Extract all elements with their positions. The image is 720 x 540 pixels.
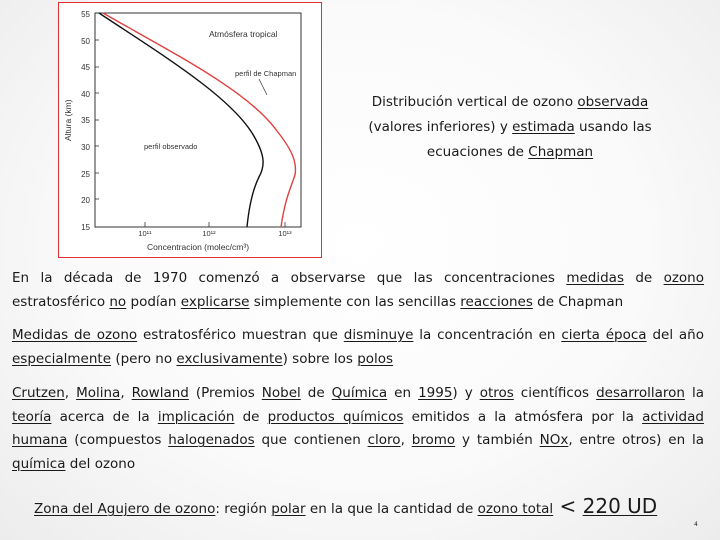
y-tick-label: 55 xyxy=(81,10,90,19)
text: estratosférico muestran que xyxy=(137,327,344,343)
link[interactable]: no xyxy=(109,293,127,310)
link[interactable]: cloro xyxy=(367,432,401,448)
text: que contienen xyxy=(254,432,368,448)
text: , entre otros) en la xyxy=(568,432,704,448)
x-tick-label: 10¹¹ xyxy=(138,229,152,238)
caption-text: (valores inferiores) y xyxy=(368,119,513,135)
caption-text: Distribución vertical de ozono xyxy=(371,94,578,110)
paragraph-scientists xyxy=(12,382,704,476)
link[interactable]: 1995 xyxy=(418,385,453,401)
x-axis-ticks xyxy=(138,229,292,238)
y-tick-label: 25 xyxy=(81,170,90,179)
text: emitidos a la atmósfera por la xyxy=(403,408,643,425)
text: la xyxy=(684,385,704,401)
x-tick-label: 10¹³ xyxy=(278,229,292,238)
y-tick-label: 50 xyxy=(81,37,90,46)
text: ) y xyxy=(452,385,480,401)
link[interactable]: química xyxy=(12,455,66,472)
link[interactable]: cierta época xyxy=(561,327,647,343)
chapman-label: perfil de Chapman xyxy=(235,69,297,78)
link[interactable]: explicarse xyxy=(180,293,250,310)
page-number: 4 xyxy=(694,521,698,528)
link[interactable]: disminuye xyxy=(343,327,414,343)
text: simplemente con las sencillas xyxy=(249,293,461,310)
link[interactable]: Nobel xyxy=(261,385,301,401)
y-tick-label: 40 xyxy=(81,90,90,99)
plot-frame xyxy=(95,13,301,227)
ozone-profile-figure xyxy=(58,2,322,258)
link[interactable]: Zona del Agujero de ozono xyxy=(34,501,216,517)
text: (compuestos xyxy=(67,432,169,448)
y-tick-label: 45 xyxy=(81,63,90,72)
text: , xyxy=(120,385,132,401)
text: en la que la cantidad de xyxy=(305,501,478,517)
caption-text: usando las xyxy=(574,119,652,135)
link[interactable]: productos químicos xyxy=(267,408,404,425)
caption-text: ecuaciones de xyxy=(426,144,529,160)
text: acerca de la xyxy=(51,408,158,425)
link[interactable]: polar xyxy=(271,501,306,517)
link[interactable]: Química xyxy=(331,385,388,401)
y-tick-label: 15 xyxy=(81,223,90,232)
tropical-label: Atmósfera tropical xyxy=(209,29,278,39)
caption-link[interactable]: estimada xyxy=(512,119,575,135)
text: científicos xyxy=(513,385,597,401)
text: en xyxy=(387,385,419,401)
paragraph-measurements xyxy=(12,324,704,371)
ozone-profile-chart xyxy=(59,3,321,257)
chapman-pointer xyxy=(259,79,267,95)
text: podían xyxy=(126,293,181,310)
y-tick-label: 20 xyxy=(81,196,90,205)
link[interactable]: otros xyxy=(479,385,514,401)
link[interactable]: exclusivamente xyxy=(176,350,283,367)
link[interactable]: ozono total xyxy=(477,501,554,517)
link[interactable]: Molina xyxy=(76,385,121,401)
observed-curve xyxy=(99,13,263,227)
text: , xyxy=(400,432,412,448)
text: del año xyxy=(646,327,704,343)
text: (Premios xyxy=(188,385,262,401)
text: < xyxy=(553,494,583,518)
link[interactable]: teoría xyxy=(12,408,52,425)
link[interactable]: medidas xyxy=(566,270,624,286)
link[interactable]: halogenados xyxy=(168,432,255,448)
link[interactable]: polos xyxy=(357,350,394,367)
text: de xyxy=(300,385,332,401)
text: la concentración en xyxy=(413,327,562,343)
link[interactable]: Rowland xyxy=(131,385,189,401)
caption-link[interactable]: observada xyxy=(577,94,649,110)
link[interactable]: Crutzen xyxy=(12,385,65,401)
text: de Chapman xyxy=(532,293,624,310)
text: de xyxy=(623,270,664,286)
link[interactable]: desarrollaron xyxy=(596,385,685,401)
text: y también xyxy=(455,432,540,448)
text: : región xyxy=(215,501,272,517)
link[interactable]: reacciones xyxy=(460,293,533,310)
text: de xyxy=(234,408,268,425)
y-axis-ticks xyxy=(81,10,90,232)
threshold-value[interactable]: 220 UD xyxy=(582,494,658,518)
paragraph-1970s xyxy=(12,267,704,314)
link[interactable]: ozono xyxy=(663,270,704,286)
link[interactable]: implicación xyxy=(157,408,235,425)
link[interactable]: bromo xyxy=(411,432,456,448)
figure-caption xyxy=(345,90,675,165)
text: En la década de 1970 comenzó a observarse que las concentraciones xyxy=(12,270,567,286)
text: , xyxy=(64,385,77,401)
x-tick-label: 10¹² xyxy=(202,229,216,238)
y-tick-label: 35 xyxy=(81,116,90,125)
text: (pero no xyxy=(111,350,177,367)
link[interactable]: especialmente xyxy=(12,350,112,367)
y-axis-label: Altura (km) xyxy=(63,99,73,141)
link[interactable]: Medidas de ozono xyxy=(12,327,138,343)
link[interactable]: NOx xyxy=(539,432,569,448)
text: estratosférico xyxy=(12,293,110,310)
link[interactable]: actividad humana xyxy=(12,408,704,448)
observed-label: perfil observado xyxy=(144,142,198,151)
x-axis-label: Concentracion (molec/cm³) xyxy=(147,242,250,252)
y-tick-label: 30 xyxy=(81,143,90,152)
ozone-hole-definition xyxy=(34,494,657,518)
caption-link[interactable]: Chapman xyxy=(528,144,594,160)
text: del ozono xyxy=(65,455,136,472)
chapman-curve xyxy=(103,13,295,227)
text: ) sobre los xyxy=(282,350,358,367)
